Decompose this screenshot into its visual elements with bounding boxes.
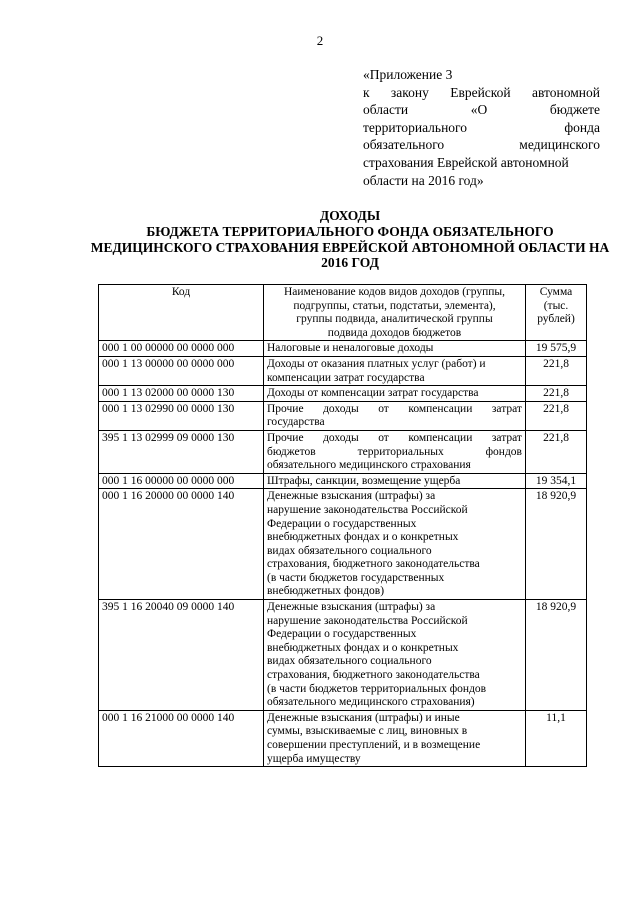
table-row	[99, 710, 587, 766]
header-code: Код	[99, 285, 264, 341]
row-name-line: (в части бюджетов территориальных фондов	[267, 682, 487, 695]
row-name	[264, 600, 526, 711]
header-sum-line: рублей)	[537, 313, 575, 326]
table-header-row	[99, 285, 587, 341]
row-name-line: (в части бюджетов государственных	[267, 571, 445, 584]
row-sum: 221,8	[526, 430, 587, 473]
appendix-line: территориального фонда	[363, 119, 600, 135]
row-sum: 18 920,9	[526, 489, 587, 600]
row-name-line: внебюджетных фондах и о конкретных	[267, 641, 459, 654]
row-name	[264, 401, 526, 430]
row-name-line: нарушение законодательства Российской	[267, 503, 468, 516]
row-name-line: обязательного медицинского страхования)	[267, 696, 475, 709]
header-name	[264, 285, 526, 341]
row-name-line: Федерации о государственных	[267, 517, 417, 530]
row-code: 000 1 13 02990 00 0000 130	[99, 401, 264, 430]
table-row	[99, 401, 587, 430]
row-sum: 19 575,9	[526, 341, 587, 357]
row-sum: 221,8	[526, 401, 587, 430]
appendix-line: области на 2016 год»	[363, 172, 484, 188]
row-name-line: нарушение законодательства Российской	[267, 614, 468, 627]
row-sum: 18 920,9	[526, 600, 587, 711]
income-table	[98, 284, 587, 767]
page-number: 2	[316, 33, 324, 48]
table-row	[99, 489, 587, 600]
appendix-line: области «О бюджете	[363, 102, 600, 118]
row-name	[264, 489, 526, 600]
appendix-line: обязательного медицинского	[363, 137, 600, 153]
row-name-line: Прочие доходы от компенсации затрат	[267, 402, 522, 415]
row-sum: 19 354,1	[526, 473, 587, 489]
row-name-line: Штрафы, санкции, возмещение ущерба	[267, 474, 461, 487]
table-body	[99, 341, 587, 767]
appendix-line: к закону Еврейской автономной	[363, 84, 600, 100]
row-name-line: бюджетов территориальных фондов	[267, 445, 522, 458]
row-code: 000 1 00 00000 00 0000 000	[99, 341, 264, 357]
row-name-line: государства	[267, 416, 325, 429]
row-name-line: Налоговые и неналоговые доходы	[267, 342, 434, 355]
header-sum-line: (тыс.	[543, 299, 569, 312]
table-row	[99, 386, 587, 402]
row-name-line: видах обязательного социального	[267, 544, 432, 557]
header-name-line: группы подвида, аналитической группы	[296, 313, 493, 326]
row-name-line: Федерации о государственных	[267, 628, 417, 641]
row-name-line: внебюджетных фондов)	[267, 585, 385, 598]
row-name	[264, 386, 526, 402]
row-name-line: внебюджетных фондах и о конкретных	[267, 531, 459, 544]
row-name-line: Прочие доходы от компенсации затрат	[267, 431, 522, 444]
row-code: 395 1 16 20040 09 0000 140	[99, 600, 264, 711]
row-name-line: страхования, бюджетного законодательства	[267, 558, 480, 571]
row-code: 000 1 13 02000 00 0000 130	[99, 386, 264, 402]
row-sum: 221,8	[526, 356, 587, 385]
row-code: 000 1 13 00000 00 0000 000	[99, 356, 264, 385]
row-name	[264, 473, 526, 489]
header-name-line: подгруппы, статьи, подстатьи, элемента),	[293, 299, 496, 312]
appendix-line: страхования Еврейской автономной	[363, 154, 569, 170]
row-sum: 11,1	[526, 710, 587, 766]
document-title	[60, 208, 640, 271]
appendix-reference	[363, 66, 600, 189]
title-line: 2016 ГОД	[321, 255, 379, 271]
title-line: МЕДИЦИНСКОГО СТРАХОВАНИЯ ЕВРЕЙСКОЙ АВТОНОМНОЙ ОБЛАСТИ НА	[90, 239, 610, 255]
row-name	[264, 430, 526, 473]
row-code: 000 1 16 21000 00 0000 140	[99, 710, 264, 766]
row-name-line: видах обязательного социального	[267, 655, 432, 668]
row-name-line: компенсации затрат государства	[267, 371, 425, 384]
row-name-line: ущерба имуществу	[267, 752, 361, 765]
header-name-line: подвида доходов бюджетов	[327, 326, 462, 339]
row-name-line: суммы, взыскиваемые с лиц, виновных в	[267, 725, 468, 738]
table-row	[99, 341, 587, 357]
header-name-line: Наименование кодов видов доходов (группы,	[283, 286, 506, 298]
row-name-line: обязательного медицинского страхования	[267, 459, 471, 472]
row-name-line: Денежные взыскания (штрафы) и иные	[267, 711, 460, 724]
table-row	[99, 356, 587, 385]
row-name-line: Доходы от оказания платных услуг (работ) и	[267, 357, 486, 370]
table-row	[99, 473, 587, 489]
row-sum: 221,8	[526, 386, 587, 402]
header-sum	[526, 285, 587, 341]
row-code: 395 1 13 02999 09 0000 130	[99, 430, 264, 473]
row-name	[264, 341, 526, 357]
row-code: 000 1 16 00000 00 0000 000	[99, 473, 264, 489]
title-line: ДОХОДЫ	[319, 208, 381, 223]
row-name	[264, 710, 526, 766]
title-line: БЮДЖЕТА ТЕРРИТОРИАЛЬНОГО ФОНДА ОБЯЗАТЕЛЬНОГО	[146, 223, 554, 239]
row-name	[264, 356, 526, 385]
row-name-line: Денежные взыскания (штрафы) за	[267, 490, 436, 503]
row-name-line: страхования, бюджетного законодательства	[267, 669, 480, 682]
table-row	[99, 430, 587, 473]
row-name-line: Доходы от компенсации затрат государства	[267, 387, 479, 400]
row-code: 000 1 16 20000 00 0000 140	[99, 489, 264, 600]
row-name-line: совершении преступлений, и в возмещение	[267, 739, 481, 751]
header-sum-line: Сумма	[539, 286, 573, 298]
row-name-line: Денежные взыскания (штрафы) за	[267, 601, 436, 614]
appendix-line: «Приложение 3	[363, 67, 453, 82]
table-row	[99, 600, 587, 711]
